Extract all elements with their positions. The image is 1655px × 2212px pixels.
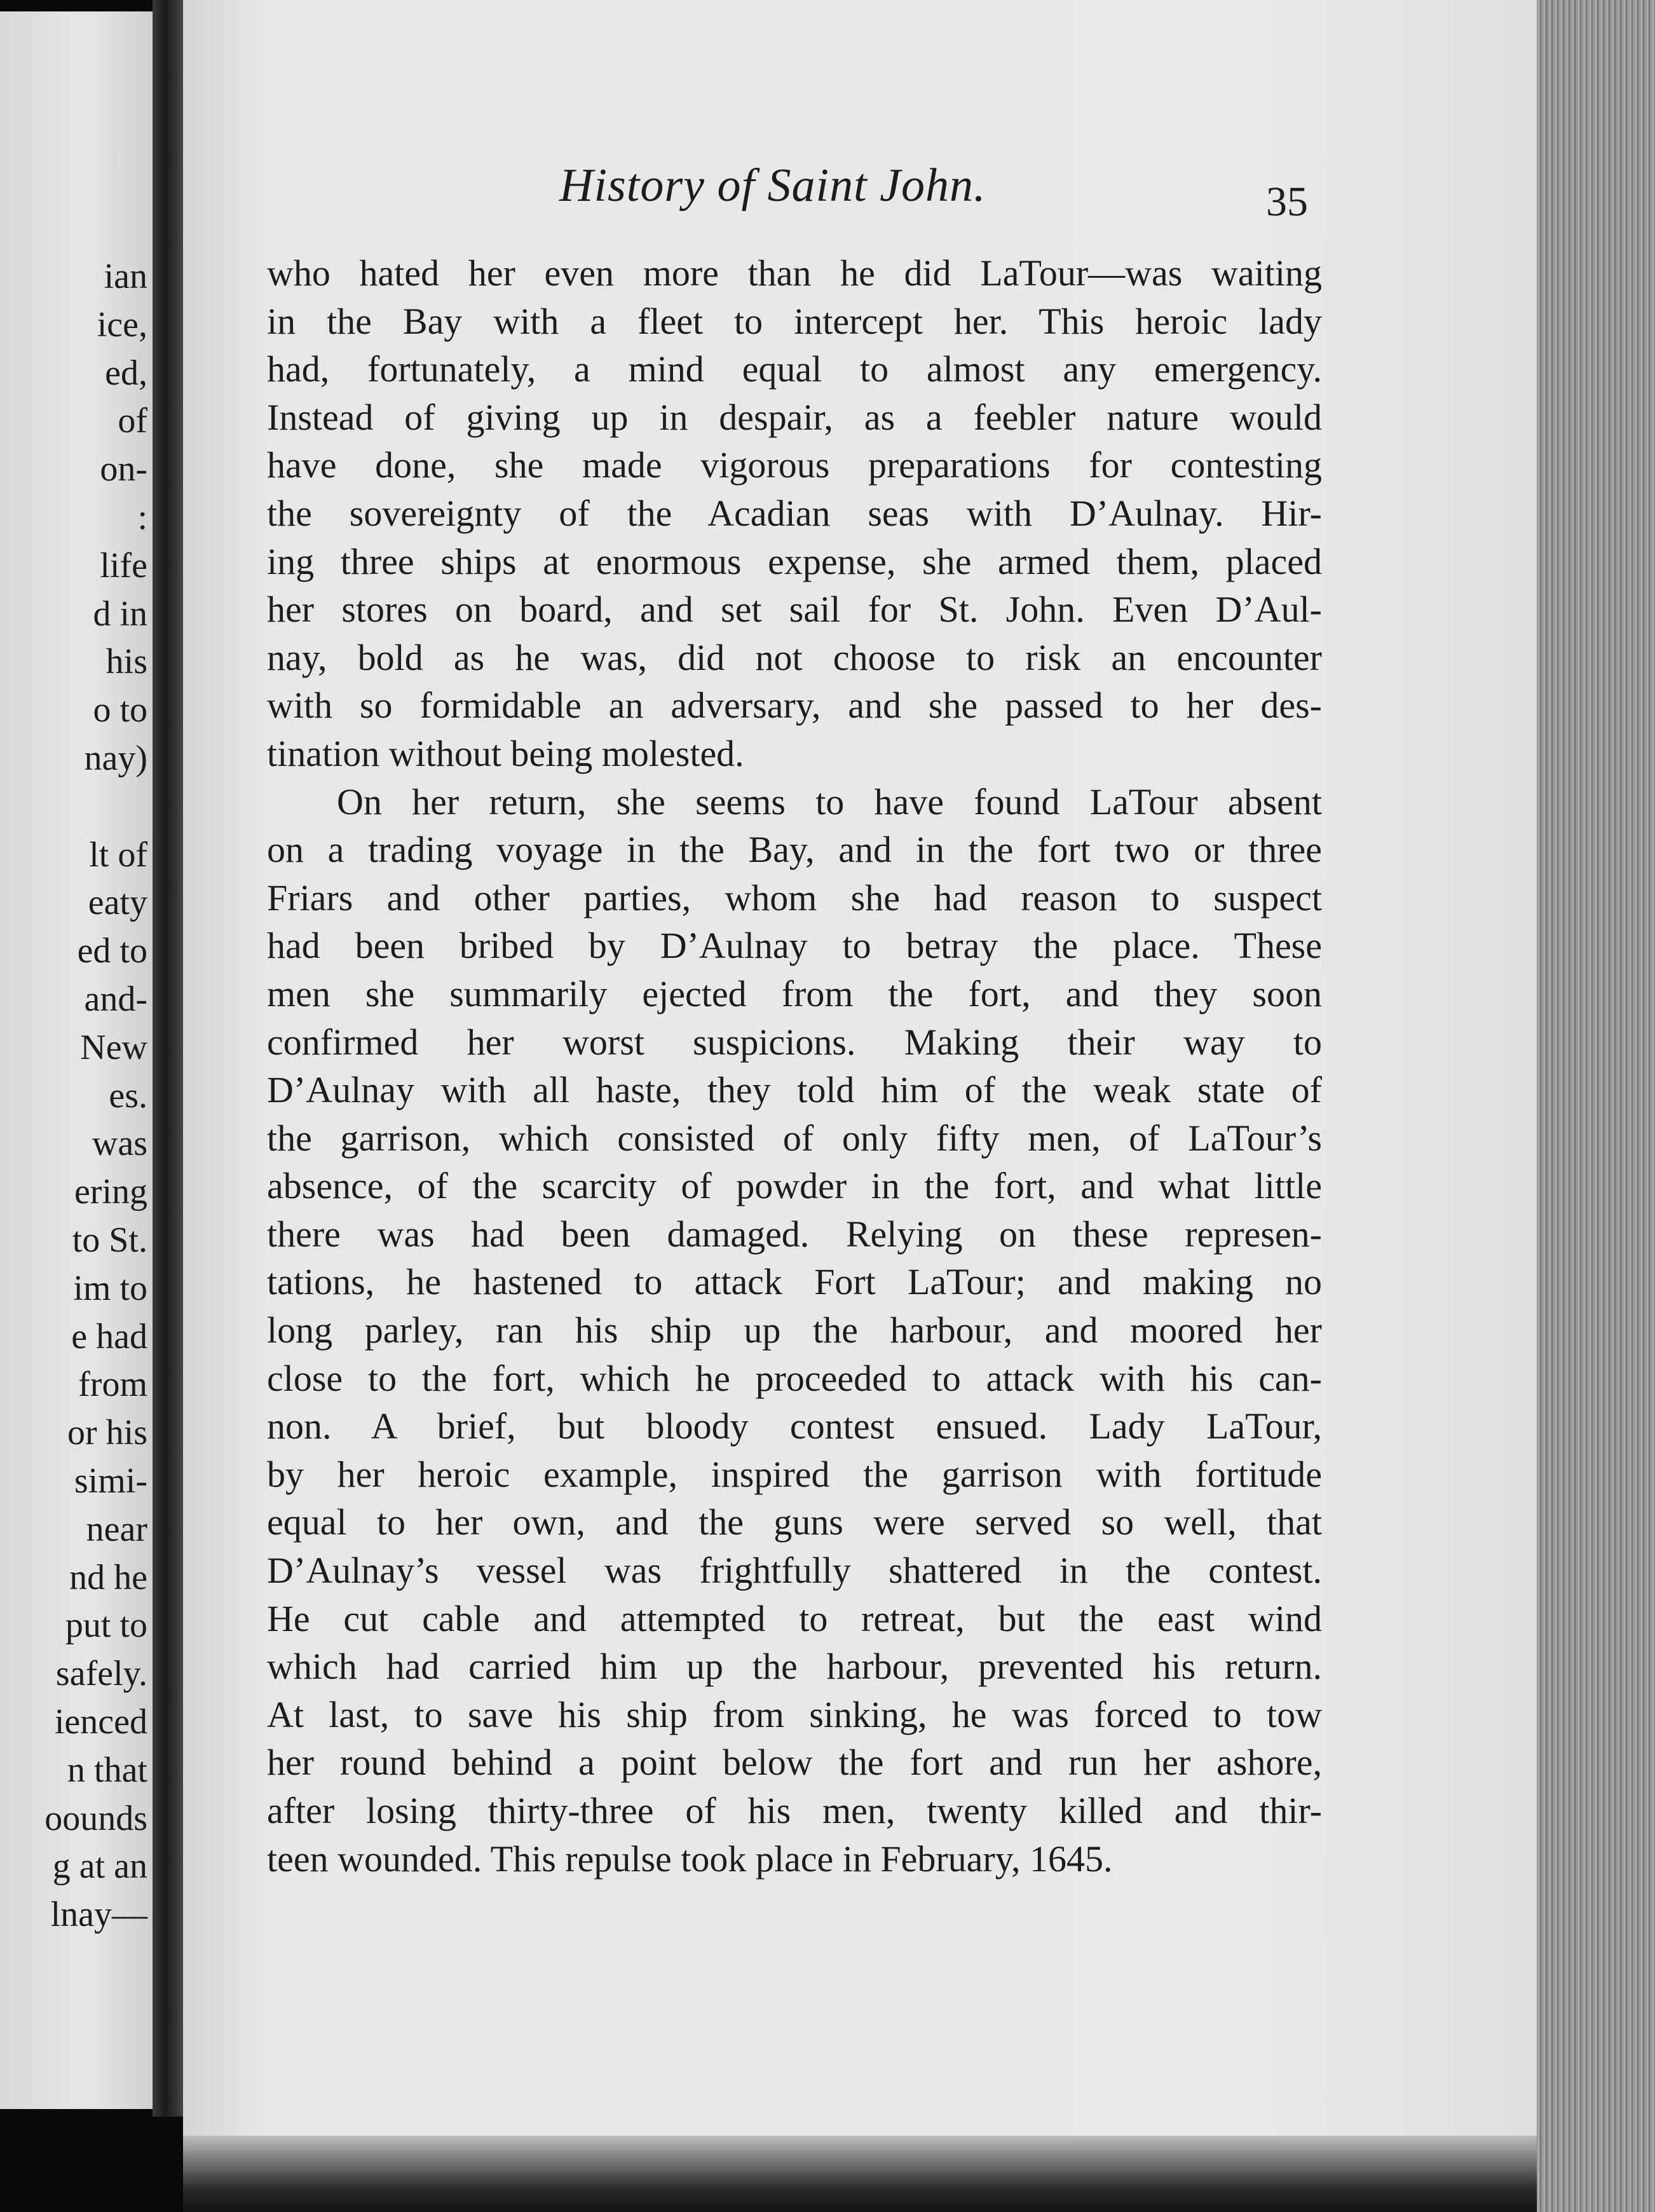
- facing-page-fragment: nd he: [69, 1557, 147, 1597]
- text-line: had been bribed by D’Aulnay to betray the place. These: [267, 925, 1322, 967]
- facing-page-fragment: on-: [100, 449, 147, 489]
- text-line: close to the fort, which he proceeded to attack with his can-: [267, 1357, 1322, 1399]
- facing-page-fragment: o to: [93, 690, 147, 730]
- paragraph-2: [267, 778, 1322, 1883]
- page-number: 35: [1266, 179, 1308, 225]
- text-line: had, fortunately, a mind equal to almost any emergency.: [267, 348, 1322, 390]
- facing-page-fragment: ed,: [105, 353, 147, 393]
- text-line: her round behind a point below the fort and run her ashore,: [267, 1742, 1322, 1784]
- facing-page-fragment: oounds: [44, 1798, 147, 1838]
- text-line: who hated her even more than he did LaTour—was waiting: [267, 252, 1322, 294]
- facing-page-fragment: or his: [67, 1413, 147, 1453]
- text-line: tations, he hastened to attack Fort LaTour; and making no: [267, 1261, 1322, 1303]
- facing-page-fragment: put to: [65, 1606, 147, 1646]
- facing-page-fragment: nay): [84, 738, 147, 778]
- running-head: History of Saint John.: [559, 160, 986, 212]
- facing-page-fragment: [1, 783, 147, 831]
- facing-page-fragment: ering: [74, 1172, 147, 1212]
- text-line: ing three ships at enormous expense, she armed them, placed: [267, 540, 1322, 582]
- facing-page-fragment: n that: [67, 1750, 147, 1790]
- text-line: her stores on board, and set sail for St. John. Even D’Aul-: [267, 589, 1322, 631]
- facing-page-fragment: g at an: [52, 1847, 147, 1887]
- facing-page-fragment: simi-: [74, 1461, 147, 1501]
- text-line: tination without being molested.: [267, 732, 744, 774]
- text-line: absence, of the scarcity of powder in the fort, and what little: [267, 1165, 1322, 1207]
- text-line: He cut cable and attempted to retreat, but the east wind: [267, 1597, 1322, 1639]
- text-line: which had carried him up the harbour, prevented his return.: [267, 1646, 1322, 1688]
- facing-page-fragment: New: [80, 1027, 147, 1067]
- facing-page-fragment: his: [106, 642, 147, 682]
- text-line: teen wounded. This repulse took place in February, 1645.: [267, 1838, 1113, 1880]
- facing-page-fragment: lnay—: [50, 1895, 147, 1935]
- facing-page-fragment: ian: [104, 257, 147, 296]
- text-line: after losing thirty-three of his men, twenty killed and thir-: [267, 1790, 1322, 1831]
- text-line: nay, bold as he was, did not choose to risk an encounter: [267, 636, 1322, 678]
- text-line: D’Aulnay’s vessel was frightfully shattered in the contest.: [267, 1550, 1322, 1592]
- text-line: Friars and other parties, whom she had reason to suspect: [267, 877, 1322, 918]
- facing-page-fragment: es.: [109, 1075, 147, 1116]
- text-line: equal to her own, and the guns were served so well, that: [267, 1501, 1322, 1543]
- facing-page-left: [0, 11, 153, 2109]
- paragraph-1: [267, 249, 1322, 778]
- book-gutter: [153, 0, 183, 2117]
- text-line: there was had been damaged. Relying on these represen-: [267, 1213, 1322, 1255]
- facing-page-fragment: eaty: [88, 883, 147, 923]
- facing-page-fragment: ienced: [54, 1702, 147, 1742]
- facing-page-line-fragments: [1, 253, 147, 1939]
- text-line: confirmed her worst suspicions. Making their way to: [267, 1021, 1322, 1063]
- facing-page-fragment: im to: [73, 1268, 147, 1308]
- facing-page-fragment: was: [92, 1124, 147, 1164]
- facing-page-fragment: e had: [71, 1316, 147, 1356]
- text-line: Instead of giving up in despair, as a feebler nature would: [267, 396, 1322, 438]
- facing-page-fragment: of: [118, 401, 147, 441]
- facing-page-fragment: from: [78, 1365, 147, 1405]
- text-line: D’Aulnay with all haste, they told him of the weak state of: [267, 1069, 1322, 1111]
- facing-page-fragment: ed to: [77, 931, 147, 971]
- facing-page-fragment: life: [100, 545, 147, 585]
- facing-page-fragment: safely.: [55, 1654, 147, 1694]
- body-text: [267, 249, 1322, 1883]
- facing-page-fragment: d in: [93, 594, 147, 634]
- text-line: non. A brief, but bloody contest ensued. Lady LaTour,: [267, 1405, 1322, 1447]
- text-line: have done, she made vigorous preparations for contesting: [267, 444, 1322, 486]
- text-line: the sovereignty of the Acadian seas with D’Aulnay. Hir-: [267, 492, 1322, 534]
- page-edges: [1537, 0, 1655, 2212]
- facing-page-fragment: ice,: [97, 304, 147, 345]
- facing-page-fragment: and-: [84, 979, 147, 1019]
- facing-page-fragment: :: [137, 497, 147, 537]
- text-line: with so formidable an adversary, and she passed to her des-: [267, 685, 1322, 727]
- page-bottom-edge: [183, 2136, 1537, 2212]
- facing-page-fragment: near: [86, 1509, 147, 1549]
- facing-page-fragment: to St.: [72, 1220, 147, 1260]
- text-line: the garrison, which consisted of only fifty men, of LaTour’s: [267, 1117, 1322, 1159]
- text-line: men she summarily ejected from the fort, and they soon: [267, 973, 1322, 1014]
- text-line: by her heroic example, inspired the garrison with fortitude: [267, 1453, 1322, 1495]
- text-line: on a trading voyage in the Bay, and in the fort two or three: [267, 829, 1322, 871]
- text-line: in the Bay with a fleet to intercept her. This heroic lady: [267, 300, 1322, 342]
- facing-page-fragment: lt of: [89, 835, 147, 875]
- text-line: At last, to save his ship from sinking, he was forced to tow: [267, 1693, 1322, 1735]
- text-line: On her return, she seems to have found LaTour absent: [337, 781, 1322, 823]
- text-line: long parley, ran his ship up the harbour, and moored her: [267, 1309, 1322, 1351]
